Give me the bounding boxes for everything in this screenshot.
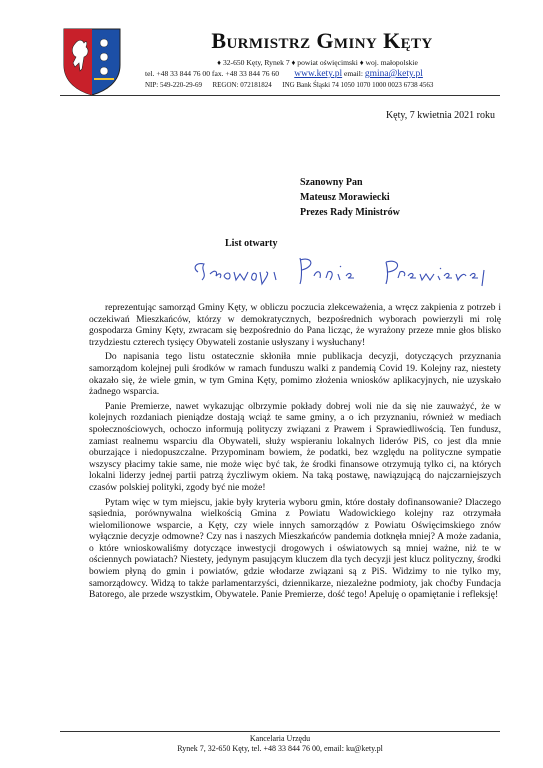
letter-heading: List otwarty <box>225 238 278 249</box>
body-paragraph: Panie Premierze, nawet wykazując olbrzymie pokłady dobrej woli nie da się nie zauważyć, że w kolejnych rozdaniach pieniądze dostają wciąż te same gminy, a o ich przyznaniu, również w mediach społecznościowych, ochoczo informują polityczy związani z Prawem i Sprawiedliwością. Ten fundusz, zamiast realnemu wsparciu dla Obywateli, służy wspieraniu lokalnych liderów PiS, co jest dla mnie oburzające i niedopuszczalne. Przypominam bowiem, że podatki, bez względu na polityczne sympatie wszyscy płacimy takie same, nie może więc być tak, że środki finansowe otrzymują tylko ci, na których lokalni liderzy jednej partii patrzą życzliwym okiem. Na taką postawę, nawiązującą do najczarniejszych czasów polskiej polityki, zgody być nie może! <box>89 401 501 493</box>
coat-of-arms-icon <box>62 27 122 97</box>
footer-contact: Rynek 7, 32-650 Kęty, tel. +48 33 844 76 00, email: ku@kety.pl <box>177 744 383 753</box>
header-email-link[interactable]: gmina@kety.pl <box>364 69 423 79</box>
header-email-label: email: <box>344 69 363 78</box>
header-address: ♦ 32-650 Kęty, Rynek 7 ♦ powiat oświęcimski ♦ woj. małopolskie <box>217 58 418 67</box>
header-title: Burmistrz Gminy Kęty <box>211 28 433 53</box>
recipient-block <box>300 175 400 220</box>
header-phone: tel. +48 33 844 76 00 fax. +48 33 844 76 60 <box>145 69 280 78</box>
recipient-line: Mateusz Morawiecki <box>300 192 390 203</box>
recipient-line: Szanowny Pan <box>300 177 363 188</box>
header-regon: REGON: 072181824 <box>212 81 272 89</box>
header-website-link[interactable]: www.kety.pl <box>294 69 343 79</box>
body-paragraph: Do napisania tego listu ostatecznie skłoniła mnie publikacja decyzji, dotyczących przyznania samorządom kolejnej puli środków w ramach funduszu walki z pandemią Covid 19. Kolejny raz, niestety okazało się, że wiele gmin, w tym Gmina Kęty, pomimo złożenia wniosków aplikacyjnych, nie uzyskało żadnego wsparcia. <box>89 352 501 398</box>
header-divider <box>60 95 500 96</box>
recipient-line: Prezes Rady Ministrów <box>300 207 400 218</box>
body-paragraph: reprezentując samorząd Gminy Kęty, w obliczu poczucia zlekceważenia, a wręcz zakpienia z potrzeb i oczekiwań Mieszkańców, którzy w demokratycznych, bezpośrednich wyborach powierzyli mi rolę gospodarza Gminy Kęty, zwracam się bezpośrednio do Pana licząc, że wyrażony przeze mnie głos blisko trzydziestu czterech tysięcy Obywateli zostanie usłyszany i wysłuchany! <box>89 303 501 348</box>
footer-divider <box>60 731 500 732</box>
letter-date: Kęty, 7 kwietnia 2021 roku <box>385 110 495 121</box>
header-registry <box>145 81 510 89</box>
letter-body <box>89 303 501 605</box>
footer-office: Kancelaria Urzędu <box>249 734 311 743</box>
body-paragraph: Pytam więc w tym miejscu, jakie były kryteria wyboru gmin, które dostały dofinansowanie? Dlaczego sąsiednia, porównywalna wielkością Gmina z Powiatu Wadowickiego kolejny raz otrzymała wielomilionowe wsparcie, a Kęty, czy wiele innych samorządów z Powiatu Oświęcimskiego znów wyłącznie decyzje odmowne? Czy nas i naszych Mieszkańców pandemia dotknęła mniej? A może zadania, o które wnioskowaliśmy dotyczące inwestycji drogowych i oświatowych są mniej ważne, niż te w ościennych powiatach? Niestety, jedynym pasującym kluczem dla tych decyzji jest klucz polityczny, środki bowiem płyną do gmin i powiatów, gdzie włodarze związani są z PiS. Widzimy to nie tylko my, samorządowcy. Widzą to także parlamentarzyści, dziennikarze, niezależne podmioty, jak choćby Fundacja Batorego, ale przede wszystkim, Obywatele. Panie Premierze, dość tego! Apeluję o opamiętanie i refleksję! <box>89 497 501 601</box>
handwritten-salutation <box>190 250 500 290</box>
header-bank: ING Bank Śląski 74 1050 1070 1000 0023 6738 4563 <box>282 81 434 89</box>
header-contact <box>145 69 505 79</box>
header-nip: NIP: 549-220-29-69 <box>145 81 202 89</box>
